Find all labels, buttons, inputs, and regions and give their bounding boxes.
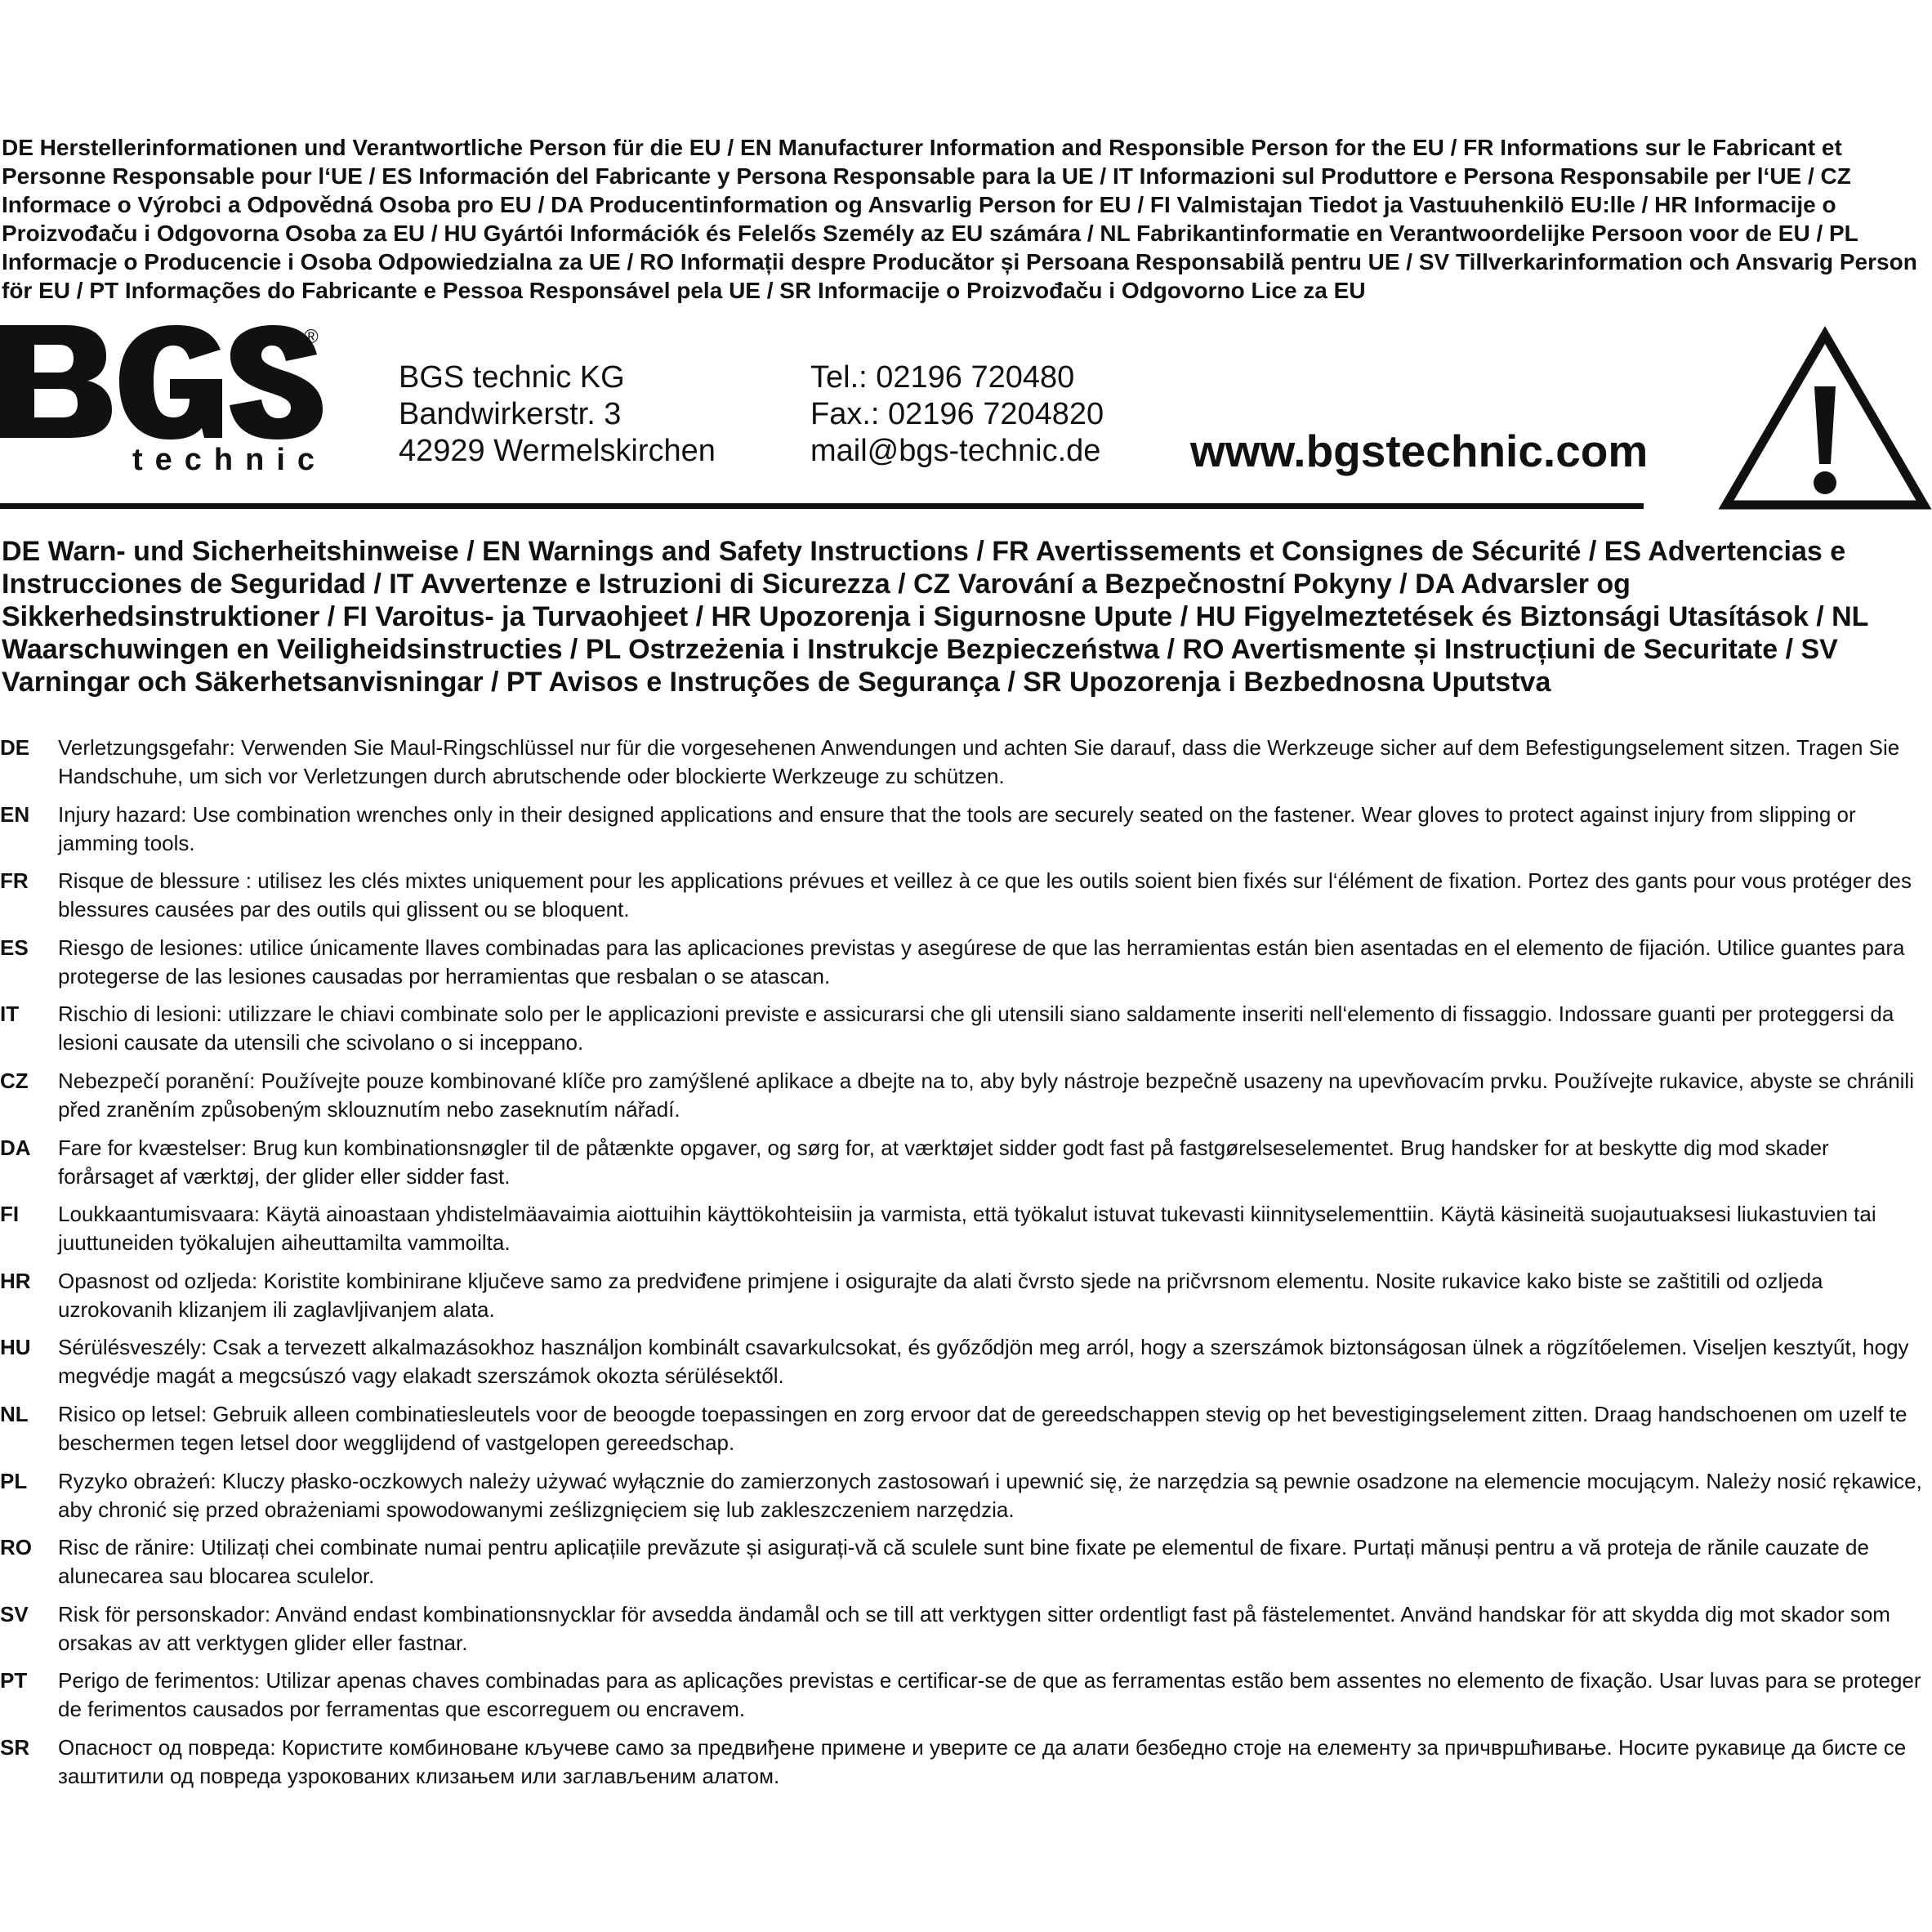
warning-text: Nebezpečí poranění: Používejte pouze kombinované klíče pro zamýšlené aplikace a dbejte na to, aby byly nástroje bezpečně usazeny na upevňovacím prvku. Používejte rukavice, abyste se chránili před zraněním způsobeným sklouznutím nebo zaseknutím nářadí. bbox=[58, 1068, 1914, 1122]
warning-item-en bbox=[0, 801, 1932, 868]
language-code: NL bbox=[0, 1401, 29, 1426]
language-code: FI bbox=[0, 1202, 20, 1227]
warning-item-it bbox=[0, 1000, 1932, 1067]
language-code: SR bbox=[0, 1734, 30, 1760]
warning-text: Sérülésveszély: Csak a tervezett alkalmazásokhoz használjon kombinált csavarkulcsokat, és győződjön meg arról, hogy a szerszámok biztonságosan ülnek a rögzítőelemen. Viseljen kesztyűt, hogy megvédje magát a megcsúszó vagy elakadt szerszámok okozta sérülésektől. bbox=[58, 1335, 1909, 1389]
warning-text: Опасност од повреда: Користите комбиноване кључеве само за предвиђене примене и уверите се да алати безбедно стоје на елементу за причвршћивање. Носите рукавице да бисте се заштитили од повреда узрокованих клизањем или заглављеним алатом. bbox=[58, 1734, 1907, 1788]
warning-text: Risico op letsel: Gebruik alleen combinatiesleutels voor de beoogde toepassingen en zorg ervoor dat de gereedschappen stevig op het bevestigingselement zitten. Draag handschoenen om uzelf te beschermen tegen letsel door wegglijdend of vastgelopen gereedschap. bbox=[58, 1401, 1907, 1455]
language-code: DA bbox=[0, 1135, 31, 1160]
warning-item-de bbox=[0, 734, 1932, 801]
language-code: SV bbox=[0, 1601, 29, 1626]
warning-item-pt bbox=[0, 1667, 1932, 1733]
warnings-list bbox=[0, 734, 1932, 1800]
warning-text: Risk för personskador: Använd endast kombinationsnycklar för avsedda ändamål och se till att verktygen sitter ordentligt fast på fästelementet. Använd handskar för att skydda dig mot skador som orsakas av att verktygen glider eller fastnar. bbox=[58, 1601, 1890, 1655]
warning-item-sv bbox=[0, 1600, 1932, 1667]
language-code: IT bbox=[0, 1002, 20, 1027]
logo-registered-mark: ® bbox=[304, 326, 319, 348]
language-code: ES bbox=[0, 935, 29, 960]
warning-item-pl bbox=[0, 1467, 1932, 1534]
warning-text: Fare for kvæstelser: Brug kun kombinationsnøgler til de påtænkte opgaver, og sørg for, at værktøjet sidder godt fast på fastgørelseselementet. Brug handsker for at beskytte dig mod skader forårsaget af værktøj, der glider eller sidder fast. bbox=[58, 1135, 1829, 1189]
warning-item-nl bbox=[0, 1400, 1932, 1467]
warning-item-es bbox=[0, 934, 1932, 1001]
warning-text: Opasnost od ozljeda: Koristite kombinirane ključeve samo za predviđene primjene i osigurajte da alati čvrsto sjede na pričvrsnom elementu. Nosite rukavice kako biste se zaštitili od ozljeda uzrokovanih klizanjem ili zaglavljivanjem alata. bbox=[58, 1268, 1823, 1322]
company-city: 42929 Wermelskirchen bbox=[399, 434, 716, 468]
warning-text: Injury hazard: Use combination wrenches only in their designed applications and ensure that the tools are securely seated on the fastener. Wear gloves to protect against injury from slipping or jamming tools. bbox=[58, 801, 1856, 855]
language-code: CZ bbox=[0, 1068, 29, 1093]
warning-text: Perigo de ferimentos: Utilizar apenas chaves combinadas para as aplicações previstas e certificar-se de que as ferramentas estão bem assentes no elemento de fixação. Usar luvas para se proteger de ferimentos causados por ferramentas que escorreguem ou encravem. bbox=[58, 1668, 1921, 1722]
language-code: DE bbox=[0, 735, 30, 760]
warning-text: Riesgo de lesiones: utilice únicamente llaves combinadas para las aplicaciones previstas y asegúrese de que las herramientas están bien asentadas en el elemento de fijación. Utilice guantes para protegerse de las lesiones causadas por herramientas que resbalan o se atascan. bbox=[58, 935, 1905, 988]
language-code: PT bbox=[0, 1668, 28, 1693]
language-code: FR bbox=[0, 868, 29, 894]
company-address bbox=[399, 359, 716, 470]
manufacturer-heading: DE Herstellerinformationen und Verantwortliche Person für die EU / EN Manufacturer Information and Responsible Person for the EU / FR Informations sur le Fabricant et Personne Responsable pour l‘UE / ES Información del Fabricante y Persona Responsable para la UE / IT Informazioni sul Produttore e Persona Responsabile per l‘UE / CZ Informace o Výrobci a Odpovědná Osoba pro EU / DA Producentinformation og Ansvarlig Person for EU / FI Valmistajan Tiedot ja Vastuuhenkilö EU:lle / HR Informacije o Proizvođaču i Odgovorna Osoba za EU / HU Gyártói Információk és Felelős Személy az EU számára / NL Fabrikantinformatie en Verantwoordelijke Persoon voor de EU / PL Informacje o Producencie i Osoba Odpowiedzialna za UE / RO Informații despre Producător și Persoana Responsabilă pentru UE / SV Tillverkarinformation och Ansvarig Person för EU / PT Informações do Fabricante e Pessoa Responsável pela UE / SR Informacije o Proizvođaču i Odgovorno Lice za EU bbox=[2, 135, 1917, 303]
warning-item-fi bbox=[0, 1200, 1932, 1267]
warnings-heading: DE Warn- und Sicherheitshinweise / EN Warnings and Safety Instructions / FR Avertissements et Consignes de Sécurité / ES Advertencias e Instrucciones de Seguridad / IT Avvertenze e Istruzioni di Sicurezza / CZ Varování a Bezpečnostní Pokyny / DA Advarsler og Sikkerhedsinstruktioner / FI Varoitus- ja Turvaohjeet / HR Upozorenja i Sigurnosne Upute / HU Figyelmeztetések és Biztonsági Utasítások / NL Waarschuwingen en Veiligheidsinstructies / PL Ostrzeżenia i Instrukcje Bezpieczeństwa / RO Avertismente și Instrucțiuni de Securitate / SV Varningar och Säkerhetsanvisningar / PT Avisos e Instruções de Segurança / SR Upozorenja i Bezbednosna Uputstva bbox=[2, 536, 1868, 698]
warning-text: Loukkaantumisvaara: Käytä ainoastaan yhdistelmäavaimia aiottuihin käyttökohteisiin ja varmista, että työkalut istuvat tukevasti kiinnityselementtiin. Käytä käsineitä suojautuaksesi liukastuvien tai juuttuneiden työkalujen aiheuttamilta vammoilta. bbox=[58, 1202, 1876, 1256]
warning-item-cz bbox=[0, 1067, 1932, 1134]
bgs-technic-logo bbox=[0, 325, 327, 474]
warning-text: Rischio di lesioni: utilizzare le chiavi combinate solo per le applicazioni previste e assicurarsi che gli utensili siano saldamente inseriti nell‘elemento di fissaggio. Indossare guanti per proteggersi da lesioni causate da utensili che scivolano o si inceppano. bbox=[58, 1002, 1894, 1055]
language-code: EN bbox=[0, 801, 30, 827]
warning-text: Risque de blessure : utilisez les clés mixtes uniquement pour les applications prévues et veillez à ce que les outils soient bien fixés sur l‘élément de fixation. Portez des gants pour vous protéger des blessures causées par des outils qui glissent ou se bloquent. bbox=[58, 868, 1912, 922]
company-street: Bandwirkerstr. 3 bbox=[399, 397, 622, 431]
header-divider bbox=[0, 503, 1644, 509]
warning-item-ro bbox=[0, 1533, 1932, 1600]
warning-text: Risc de rănire: Utilizați chei combinate numai pentru aplicațiile prevăzute și asigurați-vă că sculele sunt bine fixate pe elementul de fixare. Purtați mănuși pentru a vă proteja de rănile cauzate de alunecarea sau blocarea sculelor. bbox=[58, 1535, 1869, 1589]
language-code: HR bbox=[0, 1268, 31, 1293]
warning-item-hr bbox=[0, 1267, 1932, 1334]
language-code: RO bbox=[0, 1535, 32, 1560]
warning-triangle-icon bbox=[1718, 325, 1932, 513]
language-code: HU bbox=[0, 1335, 31, 1360]
logo-subtitle: technic bbox=[132, 443, 327, 474]
warning-item-sr bbox=[0, 1733, 1932, 1800]
warning-item-hu bbox=[0, 1333, 1932, 1400]
language-code: PL bbox=[0, 1468, 28, 1493]
company-name: BGS technic KG bbox=[399, 360, 625, 395]
website-link[interactable]: www.bgstechnic.com bbox=[1190, 426, 1649, 476]
warning-item-da bbox=[0, 1134, 1932, 1201]
company-tel: Tel.: 02196 720480 bbox=[810, 360, 1075, 395]
company-mail[interactable]: mail@bgs-technic.de bbox=[810, 434, 1101, 468]
company-fax: Fax.: 02196 7204820 bbox=[810, 397, 1104, 431]
company-contact bbox=[810, 359, 1104, 470]
warning-item-fr bbox=[0, 867, 1932, 934]
warning-text: Verletzungsgefahr: Verwenden Sie Maul-Ringschlüssel nur für die vorgesehenen Anwendungen und achten Sie darauf, dass die Werkzeuge sicher auf dem Befestigungselement sitzen. Tragen Sie Handschuhe, um sich vor Verletzungen durch abrutschende oder blockierte Werkzeuge zu schützen. bbox=[58, 735, 1900, 788]
warning-text: Ryzyko obrażeń: Kluczy płasko-oczkowych należy używać wyłącznie do zamierzonych zastosowań i upewnić się, że narzędzia są pewnie osadzone na elemencie mocującym. Należy nosić rękawice, aby chronić się przed obrażeniami spowodowanymi ześlizgnięciem się lub zakleszczeniem narzędzia. bbox=[58, 1468, 1922, 1522]
